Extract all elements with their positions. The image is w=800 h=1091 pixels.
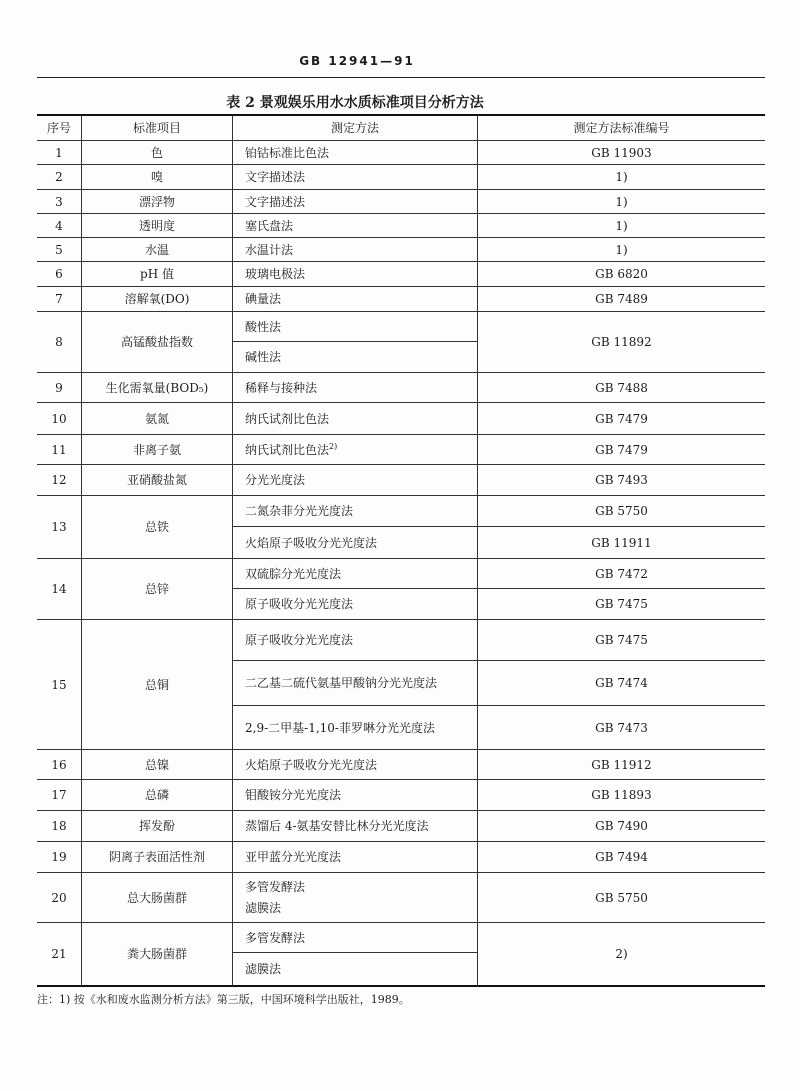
row-13-item: 总铁 bbox=[82, 496, 233, 559]
row-14-standard-1: GB 7472 bbox=[478, 559, 765, 589]
row-19-item: 阴离子表面活性剂 bbox=[82, 842, 233, 873]
row-5-standard: 1) bbox=[478, 238, 765, 262]
row-17-item: 总磷 bbox=[82, 780, 233, 811]
row-10-item: 氨氮 bbox=[82, 403, 233, 435]
row-2-no: 2 bbox=[37, 165, 82, 190]
row-20-method-2: 滤膜法 bbox=[245, 901, 282, 915]
row-16-item: 总镍 bbox=[82, 750, 233, 780]
row-8-standard: GB 11892 bbox=[478, 312, 765, 373]
row-16-no: 16 bbox=[37, 750, 82, 780]
row-3-no: 3 bbox=[37, 190, 82, 214]
row-15-standard-2: GB 7474 bbox=[478, 661, 765, 706]
row-6-standard: GB 6820 bbox=[478, 262, 765, 287]
row-2-item: 嗅 bbox=[82, 165, 233, 190]
row-11-method-text: 纳氏试剂比色法 bbox=[245, 442, 330, 457]
row-4-no: 4 bbox=[37, 214, 82, 238]
row-11-item: 非离子氨 bbox=[82, 435, 233, 465]
row-7-item: 溶解氧(DO) bbox=[82, 287, 233, 312]
row-6-no: 6 bbox=[37, 262, 82, 287]
row-16-standard: GB 11912 bbox=[478, 750, 765, 780]
row-13-standard-2: GB 11911 bbox=[478, 527, 765, 559]
row-20-method-1: 多管发酵法 bbox=[245, 880, 306, 894]
row-8-item: 高锰酸盐指数 bbox=[82, 312, 233, 373]
row-8-method-1: 酸性法 bbox=[233, 312, 478, 342]
header-rule bbox=[37, 77, 765, 78]
table-title: 表 2 景观娱乐用水水质标准项目分析方法 bbox=[226, 95, 484, 111]
row-21-item: 粪大肠菌群 bbox=[82, 923, 233, 985]
row-9-item: 生化需氧量(BOD₅) bbox=[82, 373, 233, 403]
row-17-standard: GB 11893 bbox=[478, 780, 765, 811]
row-4-method: 塞氏盘法 bbox=[233, 214, 478, 238]
row-14-item: 总锌 bbox=[82, 559, 233, 620]
row-18-no: 18 bbox=[37, 811, 82, 842]
standard-code-header: GB 12941—91 bbox=[299, 54, 415, 68]
row-12-item: 亚硝酸盐氮 bbox=[82, 465, 233, 496]
row-7-standard: GB 7489 bbox=[478, 287, 765, 312]
row-17-no: 17 bbox=[37, 780, 82, 811]
row-16-method: 火焰原子吸收分光光度法 bbox=[233, 750, 478, 780]
row-20-item: 总大肠菌群 bbox=[82, 873, 233, 923]
row-1-item: 色 bbox=[82, 141, 233, 165]
row-6-method: 玻璃电极法 bbox=[233, 262, 478, 287]
row-5-no: 5 bbox=[37, 238, 82, 262]
column-header-standard: 测定方法标准编号 bbox=[478, 116, 765, 141]
row-10-no: 10 bbox=[37, 403, 82, 435]
row-21-method-1: 多管发酵法 bbox=[233, 923, 478, 953]
methods-table bbox=[37, 114, 765, 987]
row-10-method: 纳氏试剂比色法 bbox=[233, 403, 478, 435]
row-11-standard: GB 7479 bbox=[478, 435, 765, 465]
row-14-method-1: 双硫腙分光光度法 bbox=[233, 559, 478, 589]
row-20-method bbox=[233, 873, 478, 923]
column-header-no: 序号 bbox=[37, 116, 82, 141]
row-11-method bbox=[233, 435, 478, 465]
column-header-method: 测定方法 bbox=[233, 116, 478, 141]
row-15-standard-1: GB 7475 bbox=[478, 620, 765, 661]
row-11-method-footnote-ref: 2) bbox=[329, 441, 338, 451]
row-13-standard-1: GB 5750 bbox=[478, 496, 765, 527]
row-13-method-2: 火焰原子吸收分光光度法 bbox=[233, 527, 478, 559]
row-2-method: 文字描述法 bbox=[233, 165, 478, 190]
row-15-method-1: 原子吸收分光光度法 bbox=[233, 620, 478, 661]
column-header-item: 标准项目 bbox=[82, 116, 233, 141]
row-19-standard: GB 7494 bbox=[478, 842, 765, 873]
row-2-standard: 1) bbox=[478, 165, 765, 190]
row-12-standard: GB 7493 bbox=[478, 465, 765, 496]
row-15-standard-3: GB 7473 bbox=[478, 706, 765, 750]
row-6-item: pH 值 bbox=[82, 262, 233, 287]
row-9-standard: GB 7488 bbox=[478, 373, 765, 403]
row-1-no: 1 bbox=[37, 141, 82, 165]
row-21-no: 21 bbox=[37, 923, 82, 985]
row-3-item: 漂浮物 bbox=[82, 190, 233, 214]
row-21-method-2: 滤膜法 bbox=[233, 953, 478, 985]
row-19-method: 亚甲蓝分光光度法 bbox=[233, 842, 478, 873]
row-15-item: 总铜 bbox=[82, 620, 233, 750]
row-7-method: 碘量法 bbox=[233, 287, 478, 312]
row-5-item: 水温 bbox=[82, 238, 233, 262]
row-13-no: 13 bbox=[37, 496, 82, 559]
row-1-method: 铂钴标准比色法 bbox=[233, 141, 478, 165]
row-12-method: 分光光度法 bbox=[233, 465, 478, 496]
row-21-standard: 2) bbox=[615, 947, 628, 961]
row-18-standard: GB 7490 bbox=[478, 811, 765, 842]
row-10-standard: GB 7479 bbox=[478, 403, 765, 435]
row-11-no: 11 bbox=[37, 435, 82, 465]
row-3-method: 文字描述法 bbox=[233, 190, 478, 214]
row-13-method-1: 二氮杂菲分光光度法 bbox=[233, 496, 478, 527]
row-8-no: 8 bbox=[37, 312, 82, 373]
row-20-standard: GB 5750 bbox=[478, 873, 765, 923]
row-8-method-2: 碱性法 bbox=[233, 342, 478, 373]
row-20-no: 20 bbox=[37, 873, 82, 923]
row-1-standard: GB 11903 bbox=[478, 141, 765, 165]
row-15-no: 15 bbox=[37, 620, 82, 750]
row-17-method: 钼酸铵分光光度法 bbox=[233, 780, 478, 811]
row-7-no: 7 bbox=[37, 287, 82, 312]
row-15-method-2: 二乙基二硫代氨基甲酸钠分光光度法 bbox=[233, 661, 478, 706]
row-15-method-3: 2,9-二甲基-1,10-菲罗啉分光光度法 bbox=[233, 706, 478, 750]
row-4-item: 透明度 bbox=[82, 214, 233, 238]
row-14-no: 14 bbox=[37, 559, 82, 620]
row-4-standard: 1) bbox=[478, 214, 765, 238]
row-12-no: 12 bbox=[37, 465, 82, 496]
row-9-no: 9 bbox=[37, 373, 82, 403]
row-5-method: 水温计法 bbox=[233, 238, 478, 262]
row-9-method: 稀释与接种法 bbox=[233, 373, 478, 403]
row-18-method: 蒸馏后 4-氨基安替比林分光光度法 bbox=[233, 811, 478, 842]
row-18-item: 挥发酚 bbox=[82, 811, 233, 842]
row-3-standard: 1) bbox=[478, 190, 765, 214]
table-footnote: 注：1) 按《水和废水监测分析方法》第三版，中国环境科学出版社，1989。 bbox=[37, 993, 410, 1006]
row-14-standard-2: GB 7475 bbox=[478, 589, 765, 620]
row-19-no: 19 bbox=[37, 842, 82, 873]
row-14-method-2: 原子吸收分光光度法 bbox=[233, 589, 478, 620]
